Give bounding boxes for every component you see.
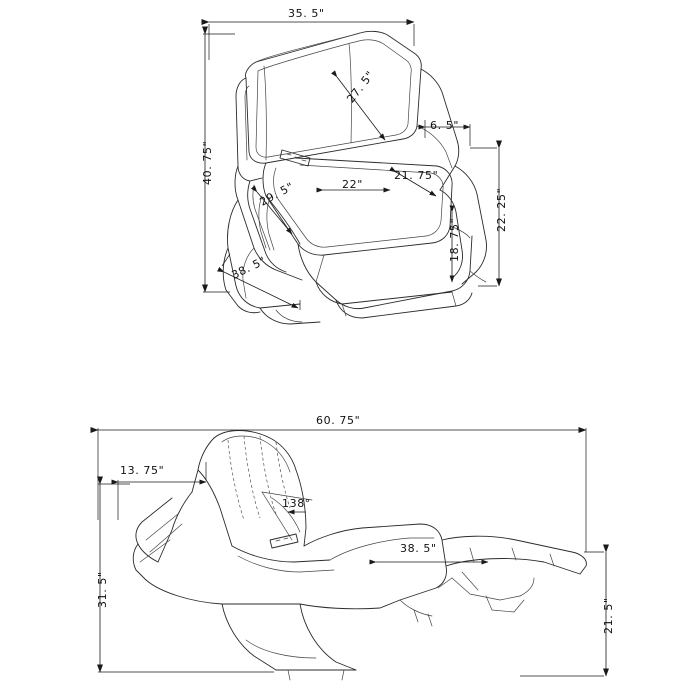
dimension-label-reclined-length: 60. 75" [316, 414, 361, 427]
dimension-label-backrest-height: 27. 5" [344, 68, 378, 106]
dimension-label-arm-height: 22. 25" [495, 187, 508, 232]
dimension-label-headrest-offset: 13. 75" [120, 464, 165, 477]
dimension-label-reclined-height: 31. 5" [96, 571, 109, 608]
dimension-label-depth-overall: 38. 5" [229, 254, 269, 282]
dimension-label-seat-width: 22" [342, 178, 363, 191]
dimension-label-arm-width: 6. 5" [430, 119, 460, 132]
dimension-label-recline-angle: 138° [282, 497, 311, 510]
dimension-label-seat-height: 18. 75" [448, 217, 461, 262]
dimension-label-reclined-seat-depth: 38. 5" [400, 542, 437, 555]
control-pad-reclined-icon [270, 534, 298, 548]
dimension-label-side-depth: 29. 5" [257, 179, 296, 209]
dimension-label-footrest-height: 21. 5" [602, 597, 615, 634]
dimension-label-seat-depth-inner: 21. 75" [394, 169, 439, 182]
chair-reclined-illustration [133, 431, 586, 681]
dimension-label-width-overall: 35. 5" [288, 7, 325, 20]
bottom-view-dimensions [98, 428, 606, 676]
dimension-label-height-overall: 40. 75" [201, 140, 214, 185]
